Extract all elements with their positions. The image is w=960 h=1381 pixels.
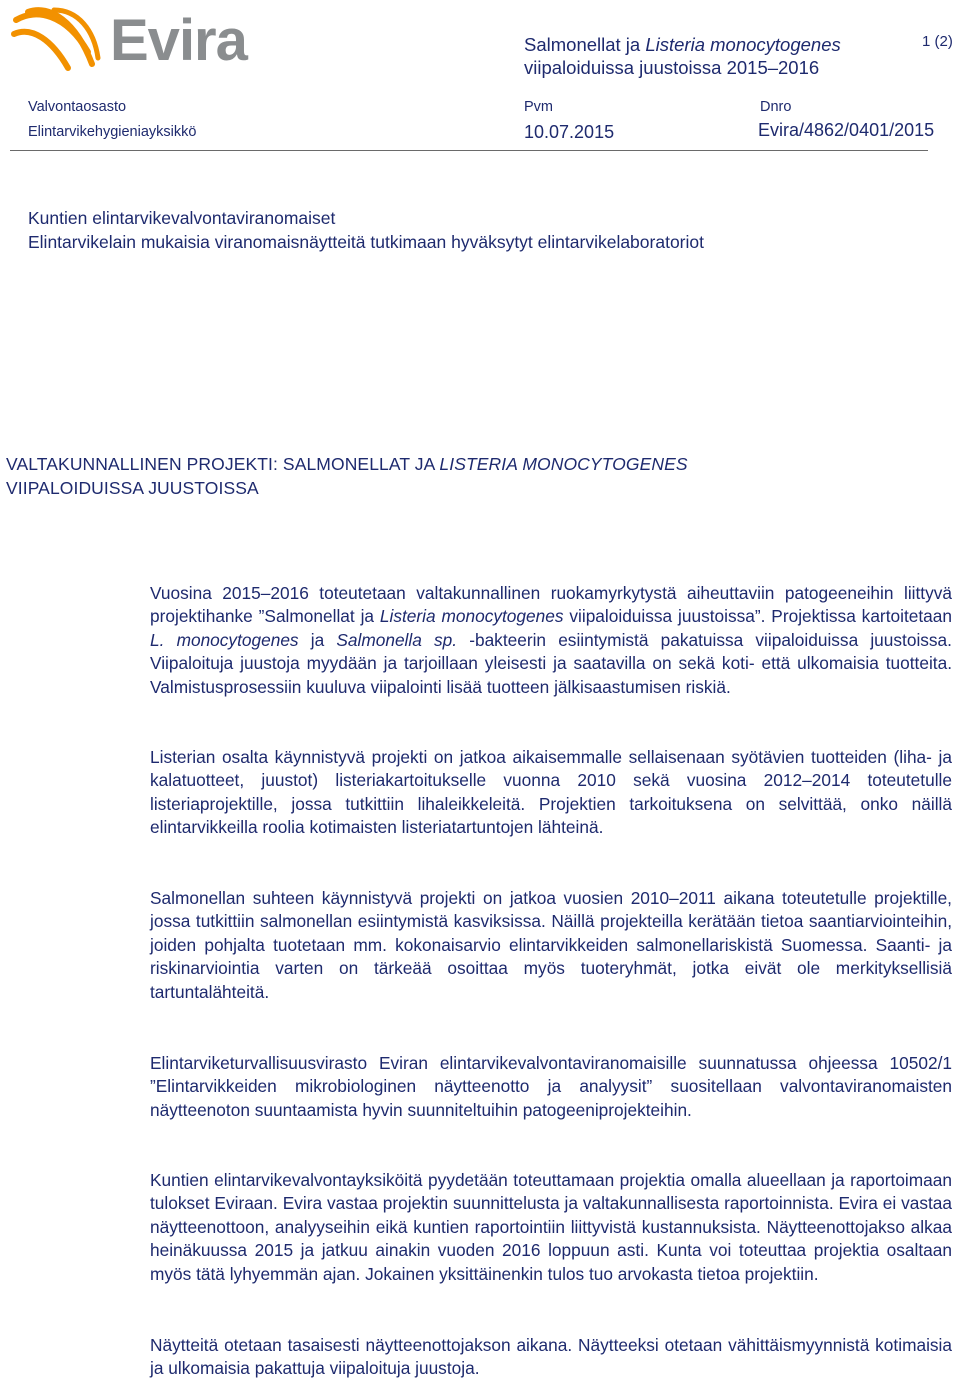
p1-italic-d: L. monocytogenes xyxy=(150,629,299,650)
paragraph-5 xyxy=(150,1169,952,1286)
p2-text: Listerian osalta käynnistyvä projekti on jatkoa aikaisemmalle sellaisenaan syötävien tuotteiden (liha- ja kalatuotteet, juustot) listeriakartoitukselle vuonna 2010 sekä vuosina 2012‒2014 toteutetulle listeriaprojektille, jossa tutkittiin lihaleikkeleitä. Projektien tarkoituksena on selvittää, onko näillä elintarvikkeilla roolia kotimaisten listeriatartuntojen lähteinä. xyxy=(150,747,952,838)
title-italic: Listeria monocytogenes xyxy=(645,34,841,55)
department: Valvontaosasto xyxy=(28,99,127,115)
p1-text-g: -bakteerin esiintymistä pakatuissa viipaloiduissa juustoissa. Viipaloituja juustoja myydään ja tarjoillaan yleisesti ja saatavilla on sekä koti- että ulkomaisia tuotteita. Valmistusprosessiin kuuluva viipalointi lisää tuotteen jälkisaastumisen riskiä. xyxy=(150,629,952,697)
evira-logo-icon xyxy=(10,6,110,76)
recipients xyxy=(28,206,704,254)
date-value: 10.07.2015 xyxy=(524,122,615,142)
p4-text: Elintarviketurvallisuusvirasto Eviran elintarvikevalvontaviranomaisille suunnatussa ohjeessa 10502/1 ”Elintarvikkeiden mikrobiologinen näytteenotto ja analyysit” suositellaan valvontaviranomaisten näytteenoton suuntaamista hyvin suunniteltuihin patogeeniprojekteihin. xyxy=(150,1053,952,1120)
p3-text: Salmonellan suhteen käynnistyvä projekti on jatkoa vuosien 2010‒2011 aikana toteutetulle projektille, jossa tutkittiin salmonellan esiintymistä kasviksissa. Näillä projekteilla kerätään tietoa saantiarviointeihin, joiden pohjalta tuotetaan mm. kokonaisarvio elintarvikkeiden salmonellariskistä Suomessa. Saanti- ja riskinarviointia varten on tärkeää osoittaa myös tuoteryhmät, jotka eivät ole merkityksellisiä tartuntalähteitä. xyxy=(150,888,952,1002)
paragraph-1 xyxy=(150,582,952,699)
recipient-line2: Elintarvikelain mukaisia viranomaisnäytteitä tutkimaan hyväksytyt elintarvikelaboratoriot xyxy=(28,232,704,252)
paragraph-2 xyxy=(150,746,952,840)
header-divider xyxy=(10,150,928,151)
recipient-line1: Kuntien elintarvikevalvontaviranomaiset xyxy=(28,208,336,228)
page-heading xyxy=(6,452,688,500)
heading-part1: VALTAKUNNALLINEN PROJEKTI: SALMONELLAT JA xyxy=(6,454,440,474)
logo-wordmark: Evira xyxy=(110,8,247,73)
p1-text-a: Vuosina 2015‒2016 toteutetaan valtakunnallinen ruokamyrkytystä aiheuttaviin patogeeneihin liittyvä projektihanke ”Salmonellat ja xyxy=(150,583,952,627)
ref-value: Evira/4862/0401/2015 xyxy=(758,120,935,140)
p1-italic-b: Listeria monocytogenes xyxy=(379,606,564,627)
paragraph-6 xyxy=(150,1334,952,1381)
date-label: Pvm xyxy=(524,99,553,115)
ref-label: Dnro xyxy=(760,99,792,115)
page-number: 1 (2) xyxy=(922,33,953,50)
p6-text: Näytteitä otetaan tasaisesti näytteenottojakson aikana. Näytteeksi otetaan vähittäismyynnistä kotimaisia ja ulkomaisia pakattuja viipaloituja juustoja. xyxy=(150,1335,952,1379)
paragraph-4 xyxy=(150,1052,952,1122)
p1-italic-f: Salmonella sp. xyxy=(336,629,458,650)
document-title xyxy=(524,33,841,79)
evira-logo xyxy=(10,6,247,76)
p1-text-e: ja xyxy=(298,629,337,650)
unit: Elintarvikehygieniayksikkö xyxy=(28,124,197,140)
p1-text-c: viipaloiduissa juustoissa”. Projektissa kartoitetaan xyxy=(563,606,952,627)
heading-line2: VIIPALOIDUISSA JUUSTOISSA xyxy=(6,478,259,498)
p5-text: Kuntien elintarvikevalvontayksiköitä pyydetään toteuttamaan projektia omalla alueellaan ja raportoimaan tulokset Eviraan. Evira vastaa projektin suunnittelusta ja valtakunnallisesta raportoinnista. Evira ei vastaa näytteenottoon, analyyseihin eikä kuntien raportointiin liittyvistä kustannuksista. Näytteenottojakso alkaa heinäkuussa 2015 ja jatkuu ainakin vuoden 2016 loppuun asti. Kunta voi toteuttaa projektia osaltaan myös tätä lyhyemmän ajan. Jokainen yksittäinenkin tulos tuo arvokasta tietoa projektiin. xyxy=(150,1170,952,1284)
paragraph-3 xyxy=(150,887,952,1004)
heading-italic: LISTERIA MONOCYTOGENES xyxy=(439,454,688,474)
title-part1: Salmonellat ja xyxy=(524,34,646,55)
title-line2: viipaloiduissa juustoissa 2015–2016 xyxy=(524,57,820,78)
